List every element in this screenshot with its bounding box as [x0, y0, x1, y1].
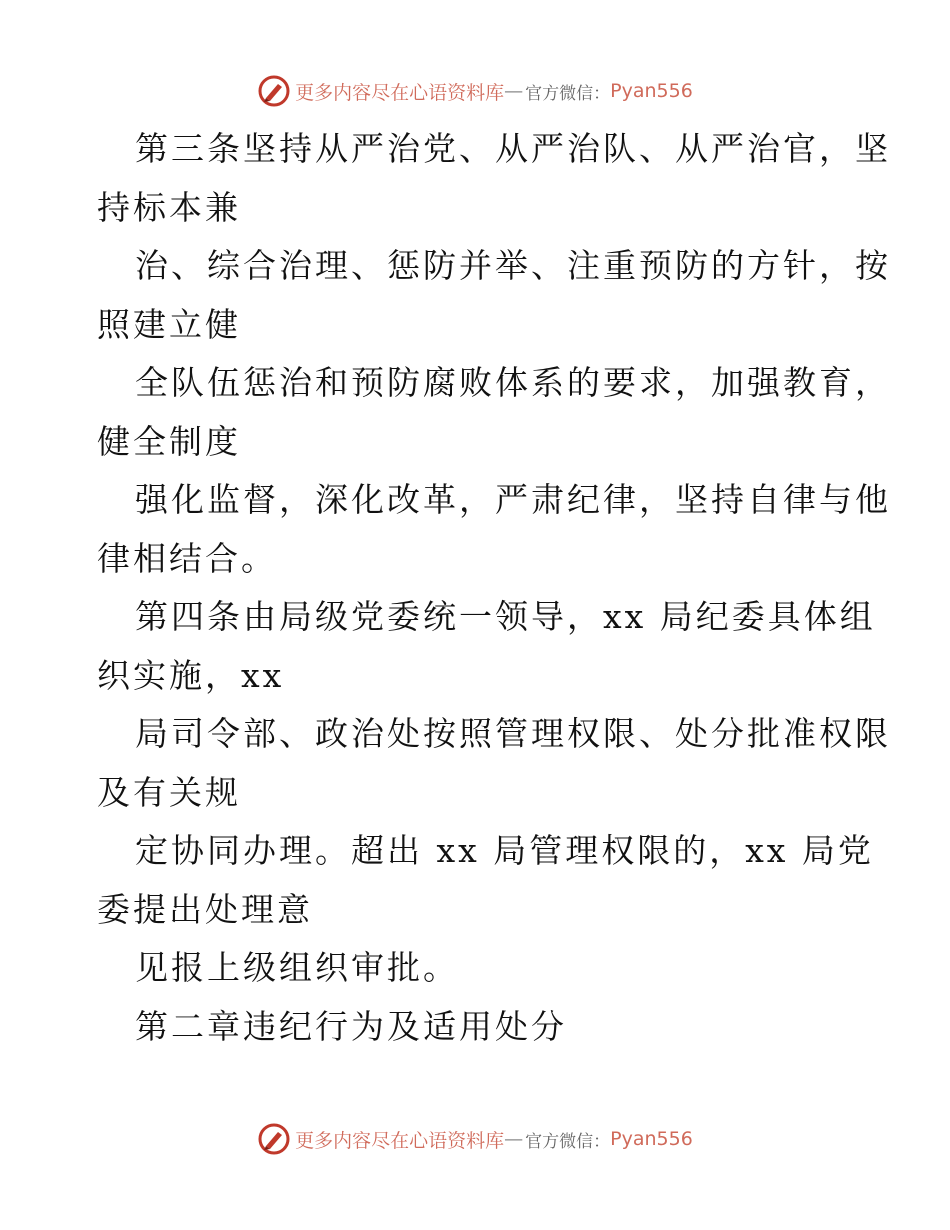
text-line: 第四条由局级党委统一领导，xx 局纪委具体组 — [135, 597, 876, 636]
text-line: 健全制度 — [97, 421, 241, 461]
text-line: 持标本兼 — [97, 187, 241, 227]
header-watermark — [0, 71, 950, 111]
watermark-id: Pyan556 — [610, 80, 693, 102]
watermark-text: 更多内容尽在心语资料库 — [295, 81, 505, 104]
text-line: 局司令部、政治处按照管理权限、处分批准权限 — [135, 714, 891, 753]
footer-watermark — [0, 1119, 950, 1159]
text-line: 第二章违纪行为及适用处分 — [135, 1006, 567, 1046]
text-line: 织实施，xx — [97, 655, 285, 695]
text-line: 见报上级组织审批。 — [135, 948, 459, 987]
watermark-id: Pyan556 — [610, 1128, 693, 1150]
document-body — [97, 120, 891, 1056]
watermark-dash: — — [504, 1128, 524, 1150]
text-line: 强化监督，深化改革，严肃纪律，坚持自律与他 — [135, 480, 891, 519]
text-line: 第三条坚持从严治党、从严治队、从严治官，坚 — [135, 129, 891, 168]
text-line: 委提出处理意 — [97, 889, 313, 929]
text-line: 定协同办理。超出 xx 局管理权限的，xx 局党 — [135, 831, 874, 870]
text-line: 律相结合。 — [97, 538, 277, 578]
text-line: 治、综合治理、惩防并举、注重预防的方针，按 — [135, 246, 891, 285]
text-line: 及有关规 — [97, 772, 241, 812]
watermark-label: 官方微信： — [525, 1131, 611, 1152]
text-line: 全队伍惩治和预防腐败体系的要求，加强教育， — [135, 363, 891, 402]
watermark-label: 官方微信： — [525, 83, 611, 104]
pen-logo-icon — [257, 1122, 291, 1156]
text-line: 照建立健 — [97, 304, 241, 344]
watermark-text: 更多内容尽在心语资料库 — [295, 1129, 505, 1152]
pen-logo-icon — [257, 74, 291, 108]
watermark-dash: — — [504, 80, 524, 102]
